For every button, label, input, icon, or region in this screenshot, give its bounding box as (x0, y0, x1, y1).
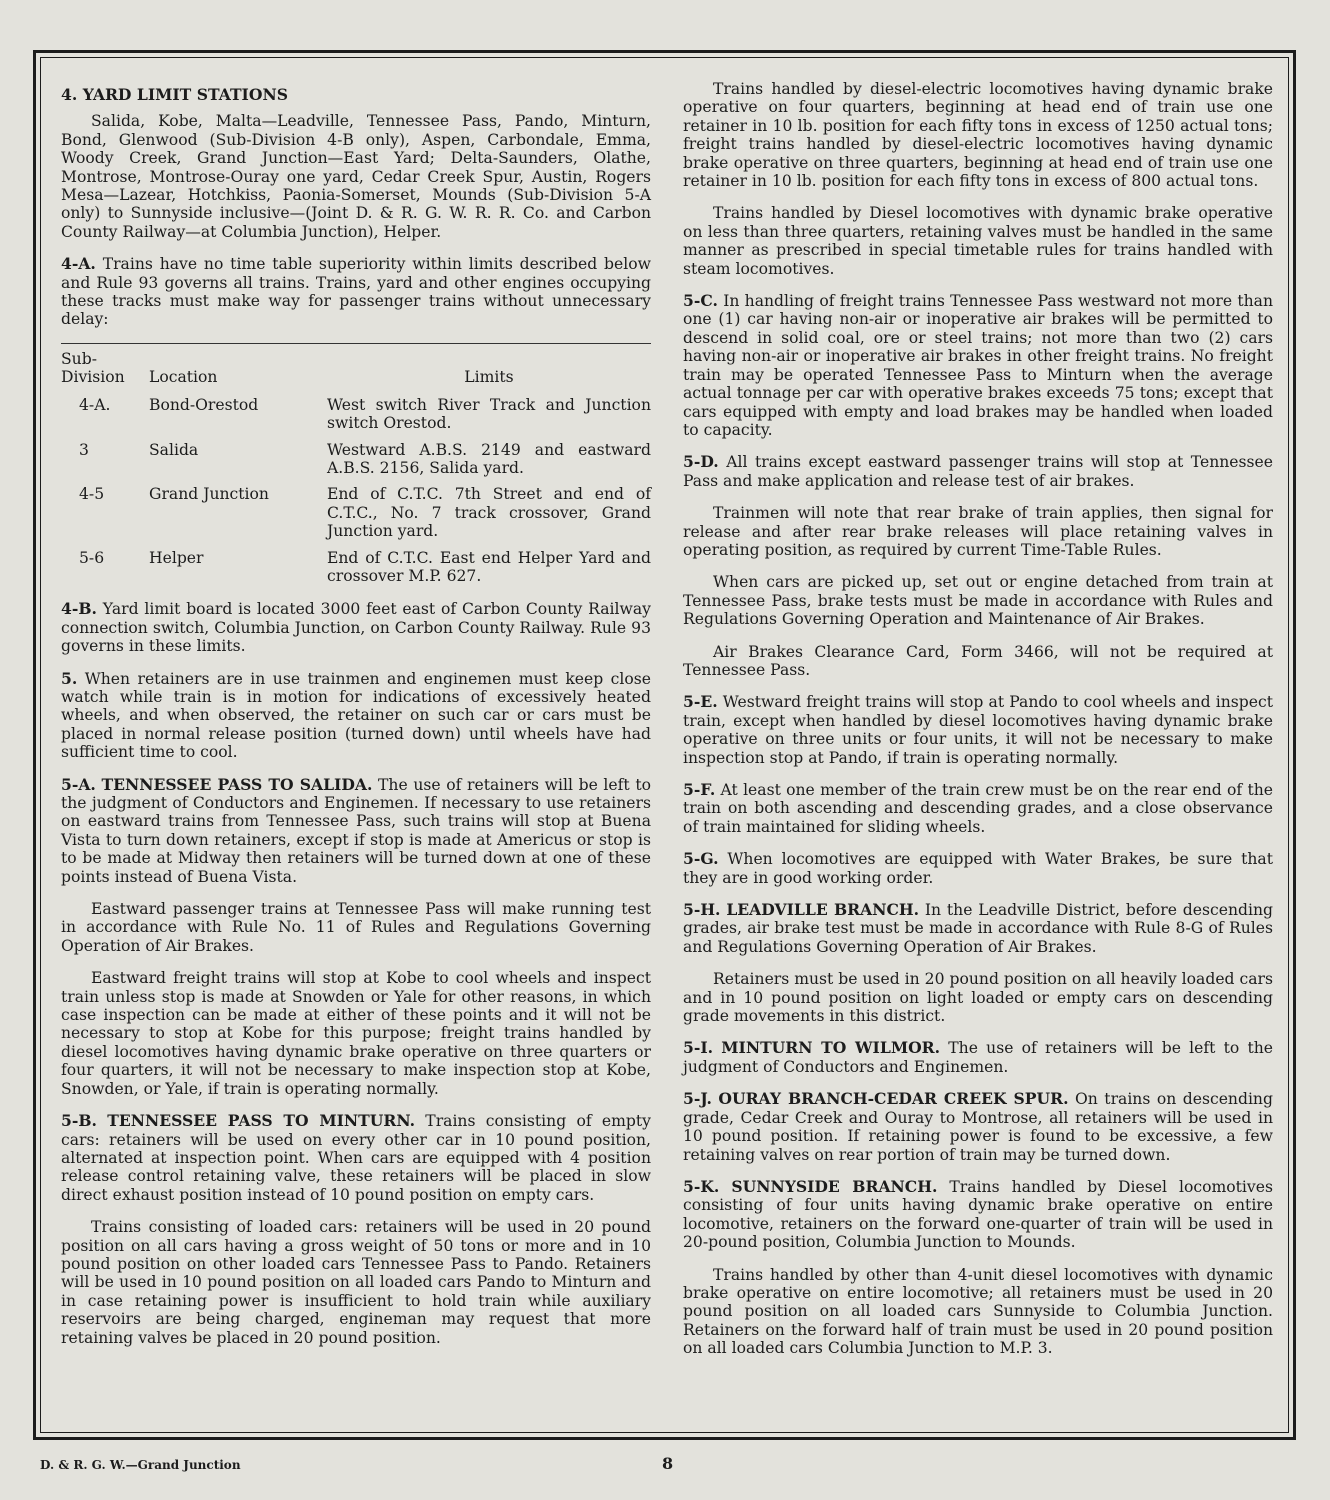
table-row (61, 546, 651, 591)
section-5b-p2: Trains consisting of loaded cars: retainers will be used in 20 pound position on all cars having a gross weight of 50 tons or more and in 10 pound position on other loaded cars Tennessee Pass to Pando. Retainers will be used in 10 pound position on all loaded cars Pando to Minturn and in case retaining power is insufficient to hold train while auxiliary reservoirs are being charged, engineman may request that more retaining valves be placed in 20 pound position. (61, 1218, 651, 1347)
row-limits: West switch River Track and Junction switch Orestod. (327, 395, 651, 433)
row-limits: End of C.T.C. 7th Street and end of C.T.C., No. 7 track crossover, Grand Junction yard. (327, 485, 651, 541)
section-5h: 5-H. LEADVILLE BRANCH. In the Leadville District, before descending grades, air brake test must be made in accordance with Rule 8-G of Rules and Regulations Governing Operation of Air Brakes. (683, 900, 1273, 956)
page-footer (40, 1454, 1290, 1474)
right-p2: Trains handled by Diesel locomotives with dynamic brake operative on less than three quarters, retaining valves must be handled in the same manner as prescribed in special timetable rules for trains handled with steam locomotives. (683, 204, 1273, 278)
yard-limits-table (61, 350, 651, 590)
section-5: 5. When retainers are in use trainmen and enginemen must keep close watch while train is in motion for indications of excessively heated wheels, and when observed, the retainer on such car or cars must be placed in normal release position (turned down) until wheels have had sufficient time to cool. (61, 668, 651, 762)
section-5j: 5-J. OURAY BRANCH-CEDAR CREEK SPUR. On trains on descending grade, Cedar Creek and Ouray to Montrose, all retainers will be used in 10 pound position. If retaining power is found to be excessive, a few retaining valves on rear portion of train may be turned down. (683, 1089, 1273, 1164)
section-5k-p2: Trains handled by other than 4-unit diesel locomotives with dynamic brake operative on entire locomotive; all retainers must be used in 20 pound position on all loaded cars Sunnyside to Columbia Junction. Retainers on the forward half of train must be used in 20 pound position on all loaded cars Columbia Junction to M.P. 3. (683, 1265, 1273, 1358)
header-subdivision: Sub- Division (61, 349, 125, 387)
section-4a: 4-A. Trains have no time table superiority within limits described below and Rule 93 governs all trains. Trains, yard and other engines occupying these tracks must make way for passenger trains without unnecessary delay: (61, 254, 651, 329)
section-5a-p2: Eastward passenger trains at Tennessee Pass will make running test in accordance with Rule No. 11 of Rules and Regulations Governing Operation of Air Brakes. (61, 900, 651, 955)
row-location: Salida (149, 440, 199, 459)
section-5a-p3: Eastward freight trains will stop at Kobe to cool wheels and inspect train unless stop is made at Snowden or Yale for other reasons, in which case inspection can be made at either of these points and it will not be necessary to stop at Kobe for this purpose; freight trains handled by diesel locomotives having dynamic brake operative on three quarters or four quarters, it will not be necessary to make inspection stop at Kobe, Snowden, or Yale, if train is operating normally. (61, 969, 651, 1098)
right-p1: Trains handled by diesel-electric locomotives having dynamic brake operative on four quarters, beginning at head end of train use one retainer in 10 lb. position for each fifty tons in excess of 1250 actual tons; freight trains handled by diesel-electric locomotives having dynamic brake operative on three quarters, beginning at head end of train use one retainer in 10 lb. position for each fifty tons in excess of 800 actual tons. (683, 80, 1273, 191)
section-5c: 5-C. In handling of freight trains Tennessee Pass westward not more than one (1) car having non-air or inoperative air brakes will be permitted to descend in solid coal, ore or steel trains; not more than two (2) cars having non-air or inoperative air brakes in other freight trains. No freight train may be operated Tennessee Pass to Minturn when the average actual tonnage per car with operative brakes exceeds 75 tons; except that cars equipped with empty and load brakes may be handled when loaded to capacity. (683, 291, 1273, 439)
row-limits: Westward A.B.S. 2149 and eastward A.B.S. 2156, Salida yard. (327, 440, 651, 477)
section-4b: 4-B. Yard limit board is located 3000 feet east of Carbon County Railway connection switch, Columbia Junction, on Carbon County Railway. Rule 93 governs in these limits. (61, 599, 651, 656)
row-subdivision: 5-6 (79, 548, 105, 567)
table-row (61, 482, 651, 545)
header-location: Location (149, 368, 218, 387)
row-limits: End of C.T.C. East end Helper Yard and crossover M.P. 627. (327, 548, 651, 585)
row-location: Helper (149, 548, 204, 567)
footer-railway: D. & R. G. W.—Grand Junction (40, 1458, 241, 1472)
section-5e: 5-E. Westward freight trains will stop at Pando to cool wheels and inspect train, except when handled by diesel locomotives having dynamic brake operative on three units or four units, it will not be necessary to make inspection stop at Pando, if train is operating normally. (683, 692, 1273, 767)
table-row (61, 393, 651, 438)
right-column (683, 80, 1273, 1372)
section-4-body: Salida, Kobe, Malta—Leadville, Tennessee Pass, Pando, Minturn, Bond, Glenwood (Sub-Division 4-B only), Aspen, Carbondale, Emma, Woody Creek, Grand Junction—East Yard; Delta-Saunders, Olathe, Montrose, Montrose-Ouray one yard, Cedar Creek Spur, Austin, Rogers Mesa—Lazear, Hotchkiss, Paonia-Somerset, Mounds (Sub-Division 5-A only) to Sunnyside inclusive—(Joint D. & R. G. W. R. R. Co. and Carbon County Railway—at Columbia Junction), Helper. (61, 112, 651, 241)
row-subdivision: 3 (79, 440, 89, 459)
section-5a: 5-A. TENNESSEE PASS TO SALIDA. The use of retainers will be left to the judgment of Conductors and Enginemen. If necessary to use retainers on eastward trains from Tennessee Pass, such trains will stop at Buena Vista to turn down retainers, except if stop is made at Americus or stop is to be made at Midway then retainers will be turned down at one of these points instead of Buena Vista. (61, 774, 651, 886)
row-location: Bond-Orestod (149, 395, 259, 414)
row-subdivision: 4-A. (79, 395, 111, 414)
section-5d-p3: When cars are picked up, set out or engine detached from train at Tennessee Pass, brake tests must be made in accordance with Rules and Regulations Governing Operation and Maintenance of Air Brakes. (683, 573, 1273, 629)
section-5k: 5-K. SUNNYSIDE BRANCH. Trains handled by Diesel locomotives consisting of four units having dynamic brake operative on entire locomotive, retainers on the forward one-quarter of train will be used in 20-pound position, Columbia Junction to Mounds. (683, 1176, 1273, 1252)
table-divider (61, 343, 651, 344)
section-5h-p2: Retainers must be used in 20 pound position on all heavily loaded cars and in 10 pound position on light loaded or empty cars on descending grade movements in this district. (683, 970, 1273, 1026)
left-column (61, 80, 651, 1361)
table-row (61, 438, 651, 483)
row-subdivision: 4-5 (79, 485, 105, 504)
section-5d-p2: Trainmen will note that rear brake of train applies, then signal for release and after rear brake releases will place retaining valves in operating position, as required by current Time-Table Rules. (683, 504, 1273, 559)
section-5d-p4: Air Brakes Clearance Card, Form 3466, will not be required at Tennessee Pass. (683, 642, 1273, 679)
section-5d: 5-D. All trains except eastward passenger trains will stop at Tennessee Pass and make application and release test of air brakes. (683, 452, 1273, 490)
row-location: Grand Junction (149, 485, 269, 504)
section-4-title: 4. YARD LIMIT STATIONS (61, 85, 288, 104)
header-limits: Limits (464, 368, 514, 387)
section-5i: 5-I. MINTURN TO WILMOR. The use of retainers will be left to the judgment of Conductors and Enginemen. (683, 1038, 1273, 1076)
section-5f: 5-F. At least one member of the train crew must be on the rear end of the train on both ascending and descending grades, and a close observance of train maintained for sliding wheels. (683, 780, 1273, 836)
section-5g: 5-G. When locomotives are equipped with Water Brakes, be sure that they are in good working order. (683, 849, 1273, 887)
section-5b: 5-B. TENNESSEE PASS TO MINTURN. Trains consisting of empty cars: retainers will be used on every other car in 10 pound position, alternated at inspection point. When cars are equipped with 4 position release control retaining valve, these retainers will be placed in slow direct exhaust position instead of 10 pound position on empty cars. (61, 1111, 651, 1204)
page-number: 8 (662, 1454, 674, 1473)
